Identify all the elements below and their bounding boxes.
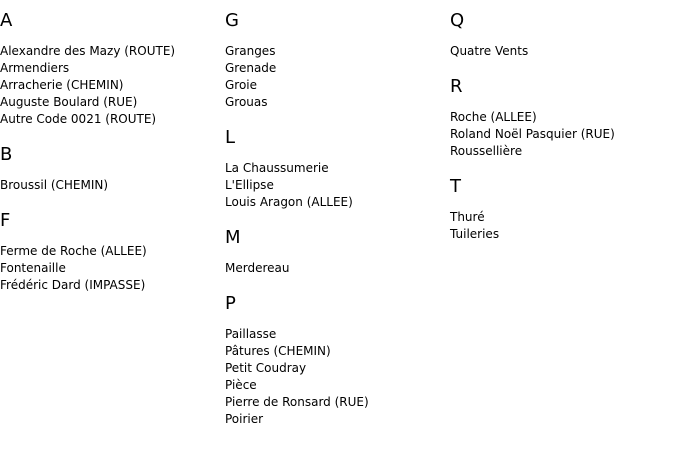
letter-heading: M (225, 227, 241, 248)
street-link[interactable]: Fontenaille (0, 261, 66, 275)
letter-heading: R (450, 76, 463, 97)
street-link[interactable]: La Chaussumerie (225, 161, 329, 175)
letter-heading: A (0, 10, 13, 31)
list-item (0, 43, 222, 60)
street-link[interactable]: Pièce (225, 378, 257, 392)
list-item (0, 94, 222, 111)
street-link[interactable]: Roland Noël Pasquier (RUE) (450, 127, 615, 141)
list-item (225, 194, 447, 211)
street-link[interactable]: Autre Code 0021 (ROUTE) (0, 112, 157, 126)
letter-group-a (0, 8, 222, 128)
letter-heading: L (225, 127, 236, 148)
letter-heading: G (225, 10, 239, 31)
letter-group-b (0, 142, 222, 194)
letter-group-q (450, 8, 672, 60)
list-item (450, 143, 672, 160)
list-item (225, 377, 447, 394)
list-item (450, 126, 672, 143)
street-list (0, 243, 222, 294)
street-link[interactable]: Alexandre des Mazy (ROUTE) (0, 44, 176, 58)
list-item (0, 260, 222, 277)
street-link[interactable]: Grouas (225, 95, 268, 109)
letter-group-t (450, 174, 672, 243)
list-item (225, 160, 447, 177)
street-link[interactable]: Pierre de Ronsard (RUE) (225, 395, 369, 409)
street-list (450, 209, 672, 243)
letter-group-p (225, 291, 447, 428)
street-link[interactable]: Frédéric Dard (IMPASSE) (0, 278, 146, 292)
list-item (225, 43, 447, 60)
letter-heading: B (0, 144, 13, 165)
list-item (0, 177, 222, 194)
street-link[interactable]: Tuileries (450, 227, 500, 241)
letter-group-g (225, 8, 447, 111)
street-list (450, 43, 672, 60)
street-link[interactable]: Roche (ALLEE) (450, 110, 537, 124)
street-link[interactable]: Auguste Boulard (RUE) (0, 95, 138, 109)
street-link[interactable]: Roussellière (450, 144, 523, 158)
list-item (225, 77, 447, 94)
street-link[interactable]: Grenade (225, 61, 277, 75)
street-index-column-3 (450, 8, 672, 257)
street-link[interactable]: Quatre Vents (450, 44, 529, 58)
list-item (225, 260, 447, 277)
list-item (0, 111, 222, 128)
street-link[interactable]: Pâtures (CHEMIN) (225, 344, 331, 358)
list-item (225, 411, 447, 428)
street-list (450, 109, 672, 160)
street-link[interactable]: L'Ellipse (225, 178, 274, 192)
list-item (0, 77, 222, 94)
street-list (225, 260, 447, 277)
list-item (225, 394, 447, 411)
street-index-column-2 (225, 8, 447, 442)
street-list (0, 177, 222, 194)
list-item (0, 243, 222, 260)
letter-heading: F (0, 210, 11, 231)
street-link[interactable]: Louis Aragon (ALLEE) (225, 195, 353, 209)
list-item (0, 277, 222, 294)
street-link[interactable]: Armendiers (0, 61, 70, 75)
list-item (225, 343, 447, 360)
street-list (225, 160, 447, 211)
street-list (225, 43, 447, 111)
letter-group-f (0, 208, 222, 294)
street-list (0, 43, 222, 128)
street-list (225, 326, 447, 428)
street-link[interactable]: Paillasse (225, 327, 277, 341)
street-link[interactable]: Groie (225, 78, 258, 92)
letter-group-m (225, 225, 447, 277)
list-item (225, 60, 447, 77)
letter-group-l (225, 125, 447, 211)
letter-group-r (450, 74, 672, 160)
letter-heading: P (225, 293, 236, 314)
letter-heading: T (450, 176, 461, 197)
street-link[interactable]: Petit Coudray (225, 361, 307, 375)
street-link[interactable]: Arracherie (CHEMIN) (0, 78, 124, 92)
list-item (450, 226, 672, 243)
street-index-column-1 (0, 8, 222, 308)
list-item (225, 177, 447, 194)
street-link[interactable]: Poirier (225, 412, 264, 426)
list-item (450, 109, 672, 126)
list-item (450, 209, 672, 226)
street-link[interactable]: Broussil (CHEMIN) (0, 178, 109, 192)
list-item (225, 94, 447, 111)
letter-heading: Q (450, 10, 465, 31)
list-item (225, 360, 447, 377)
street-link[interactable]: Merdereau (225, 261, 290, 275)
street-link[interactable]: Granges (225, 44, 276, 58)
street-link[interactable]: Ferme de Roche (ALLEE) (0, 244, 147, 258)
street-link[interactable]: Thuré (450, 210, 485, 224)
list-item (0, 60, 222, 77)
list-item (225, 326, 447, 343)
list-item (450, 43, 672, 60)
